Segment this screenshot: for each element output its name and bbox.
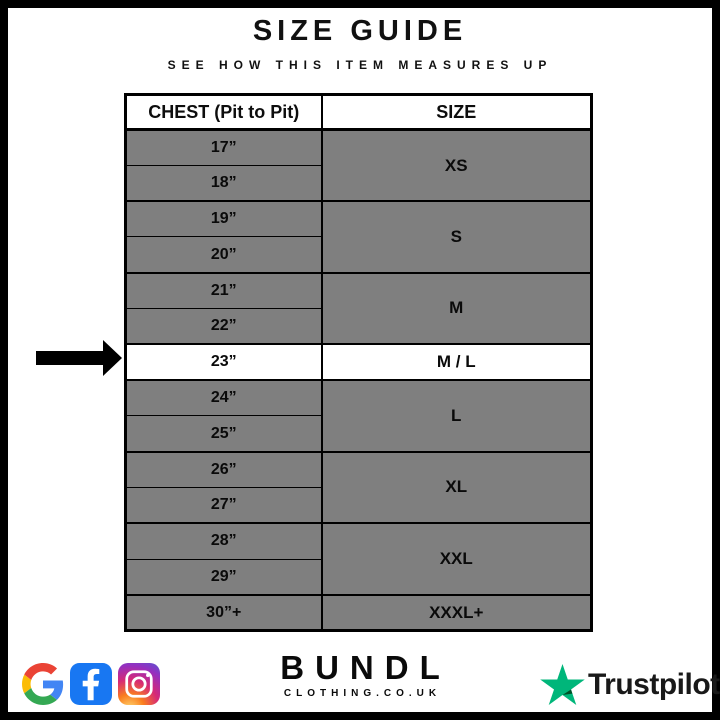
size-column-header: SIZE: [322, 95, 592, 130]
size-cell: M / L: [322, 344, 592, 380]
size-cell: XXXL+: [322, 595, 592, 631]
arrow-shaft: [36, 351, 103, 365]
page-title: SIZE GUIDE: [252, 15, 468, 47]
chest-cell: 18”: [126, 165, 322, 201]
table-row: [126, 130, 592, 166]
page-subtitle: SEE HOW THIS ITEM MEASURES UP: [167, 58, 553, 72]
trustpilot-star-icon: [540, 664, 585, 705]
table-row: [126, 273, 592, 309]
table-header-row: [126, 95, 592, 130]
arrow-head: [103, 340, 122, 376]
chest-cell: 27”: [126, 487, 322, 523]
size-cell: L: [322, 380, 592, 452]
chest-cell: 29”: [126, 559, 322, 595]
chest-cell: 20”: [126, 237, 322, 273]
table-row: [126, 380, 592, 416]
chest-cell: 17”: [126, 130, 322, 166]
brand-name: BUNDL: [280, 649, 451, 686]
highlight-arrow-icon: [36, 340, 122, 376]
table-row-highlighted: [126, 344, 592, 380]
table-row: [126, 201, 592, 237]
trustpilot-logo: [540, 664, 720, 705]
brand-domain: CLOTHING.CO.UK: [283, 688, 442, 699]
chest-cell: 25”: [126, 416, 322, 452]
table-row: [126, 523, 592, 559]
chest-column-header: CHEST (Pit to Pit): [126, 95, 322, 130]
chest-cell: 19”: [126, 201, 322, 237]
chest-cell: 24”: [126, 380, 322, 416]
size-cell: XL: [322, 452, 592, 524]
size-cell: XXL: [322, 523, 592, 595]
chest-cell: 28”: [126, 523, 322, 559]
size-cell: XS: [322, 130, 592, 202]
size-cell: M: [322, 273, 592, 345]
chest-cell: 30”+: [126, 595, 322, 631]
table-row: [126, 595, 592, 631]
size-cell: S: [322, 201, 592, 273]
trustpilot-label: Trustpilot: [588, 667, 720, 701]
chest-cell: 21”: [126, 273, 322, 309]
table-row: [126, 452, 592, 488]
chest-cell: 26”: [126, 452, 322, 488]
chest-cell: 22”: [126, 308, 322, 344]
size-guide-table: [124, 93, 593, 632]
chest-cell: 23”: [126, 344, 322, 380]
